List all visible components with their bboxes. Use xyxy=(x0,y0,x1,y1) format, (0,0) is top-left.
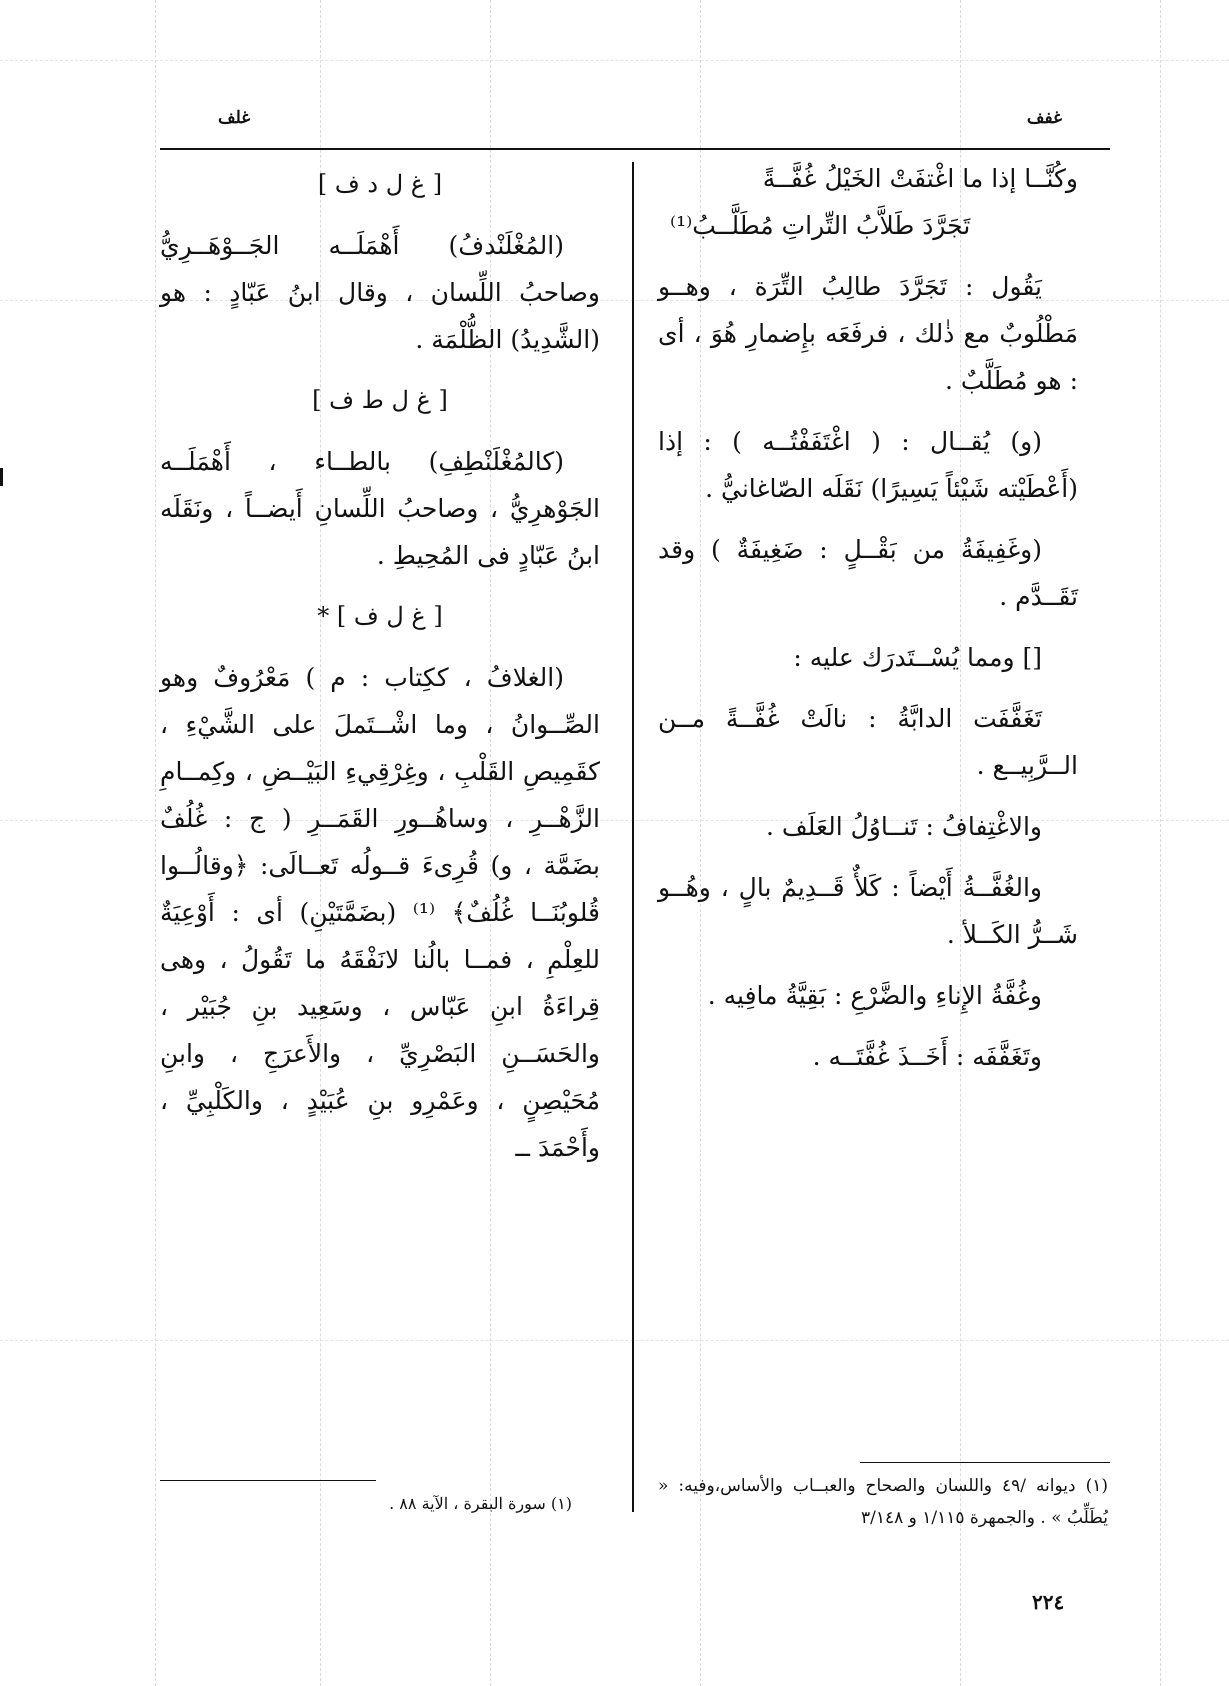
page-number: ٢٢٤ xyxy=(1032,1590,1065,1614)
entry-heading: [ غ ل ط ف ] xyxy=(312,386,448,414)
paragraph: والغُفَّــةُ أَيْضاً : كَلأٌ قَــدِيمٌ بالٍ ، وهُــو شَــرُّ الكَــلأ . xyxy=(658,873,1078,949)
entry-text: (الغلافُ ، ككِتاب : م ) مَعْرُوفٌ وهو الصِّــوانُ ، وما اشْــتَملَ على الشَّيْءِ ، كقَمِيصِ القَلْبِ ، وغِرْقِيءِ البَيْــضِ ، وكِمــامِ الزَّهْــرِ ، وساهُــورِ القَمَــرِ ( ج : غُلُفٌ بضَمَّة ، و) قُرِىءَ قــولُه تَعــالَى: ﴿وقالُــوا قُلوبُنَــا غُلُفٌ﴾ ⁽¹⁾ (بضَمَّتَيْنِ) أى : أَوْعِيَةٌ للعِلْمِ ، فمــا بالُنا لانَفْقَهُ ما تَقُولُ ، وهى قِراءَةُ ابنِ عَبّاس ، وسَعِيد بنِ جُبَيْر ، والحَسَــنِ البَصْرِيِّ ، والأَعرَجِ ، وابنِ مُحَيْصِنٍ ، وعَمْرِو بنِ عُبَيْدٍ ، والكَلْبِيِّ ، وأَحْمَدَ ــ xyxy=(160,663,600,1162)
running-head-right: غفف xyxy=(1026,108,1062,128)
entry-text: (كالمُغْلَنْطِفِ) بالطــاء ، أَهْمَلَــه الجَوْهرِيُّ ، وصاحبُ اللِّسانِ أَيضــاً ، ونَقَلَه ابنُ عَبّادٍ فى المُحِيطِ . xyxy=(160,447,600,570)
paragraph: يَقُول : تَجَرَّدَ طالِبُ التِّرَة ، وهــو مَطْلُوبٌ مع ذٰلك ، فرفَعَه بإِضمارِ هُوَ ، أى : هو مُطَلَّبٌ . xyxy=(658,272,1078,395)
paragraph: تَغَفَّفَت الدابَّةُ : نالَتْ غُفَّــةً مــن الــرَّبِيــع . xyxy=(658,704,1078,780)
margin-mark xyxy=(0,468,3,486)
left-column xyxy=(160,155,600,1185)
running-head-left: غلف xyxy=(218,108,251,128)
paragraph: (وغَفِيفَةُ من بَقْــلٍ : ضَغِيفَةٌ ) وقد تَقَــدَّم . xyxy=(658,535,1078,611)
right-column xyxy=(658,155,1078,1094)
footnote-rule xyxy=(860,1462,1110,1463)
footnote-rule xyxy=(160,1480,376,1481)
grid-line xyxy=(1160,0,1161,1686)
entry-text: (المُغْلَنْدفُ) أَهْمَلَــه الجَــوْهَــرِيُّ وصاحبُ اللِّسان ، وقال ابنُ عَبّادٍ : هو (الشَّدِيدُ) الظُّلْمَة . xyxy=(160,231,600,354)
paragraph: وغُفَّةُ الإِناءِ والضَّرْعِ : بَقِيَّةُ مافِيه . xyxy=(707,981,1042,1010)
verse-line-1: وكُنَّــا إذا ما اغْتفَتْ الخَيْلُ غُفَّــةً xyxy=(762,164,1078,193)
paragraph: والاغْتِفافُ : تَنــاوُلُ العَلَف . xyxy=(765,812,1042,841)
paragraph: (و) يُقــال : ( اغْتَفَفْتُــه ) : إذا (أَعْطَيْته شَيْئاً يَسِيرًا) نَقَلَه الصّاغانيُّ . xyxy=(658,427,1078,503)
grid-line xyxy=(155,0,156,1686)
paragraph: [] ومما يُسْــتَدرَك عليه : xyxy=(793,643,1042,672)
footnote-right: (١) ديوانه /٤٩ واللسان والصحاح والعبــاب والأساس،وفيه: « يُطَلِّبُ » . والجمهرة ١/١١٥ و ٣/١٤٨ xyxy=(658,1476,1108,1528)
entry-heading: [ غ ل ف ] * xyxy=(317,602,443,630)
entry-heading: [ غ ل د ف ] xyxy=(317,170,443,198)
column-divider xyxy=(632,162,634,1512)
paragraph: وتَغَفَّفَه : أَخَــذَ غُفَّتَــه . xyxy=(812,1042,1042,1071)
footnote-left: (١) سورة البقرة ، الآية ٨٨ . xyxy=(389,1494,572,1513)
dictionary-page xyxy=(160,0,1110,1686)
header-rule xyxy=(160,148,1110,150)
verse-line-2: تَجَرَّدَ طَلاَّبُ التِّراتِ مُطَلَّــبُ⁽¹⁾ xyxy=(670,211,971,240)
